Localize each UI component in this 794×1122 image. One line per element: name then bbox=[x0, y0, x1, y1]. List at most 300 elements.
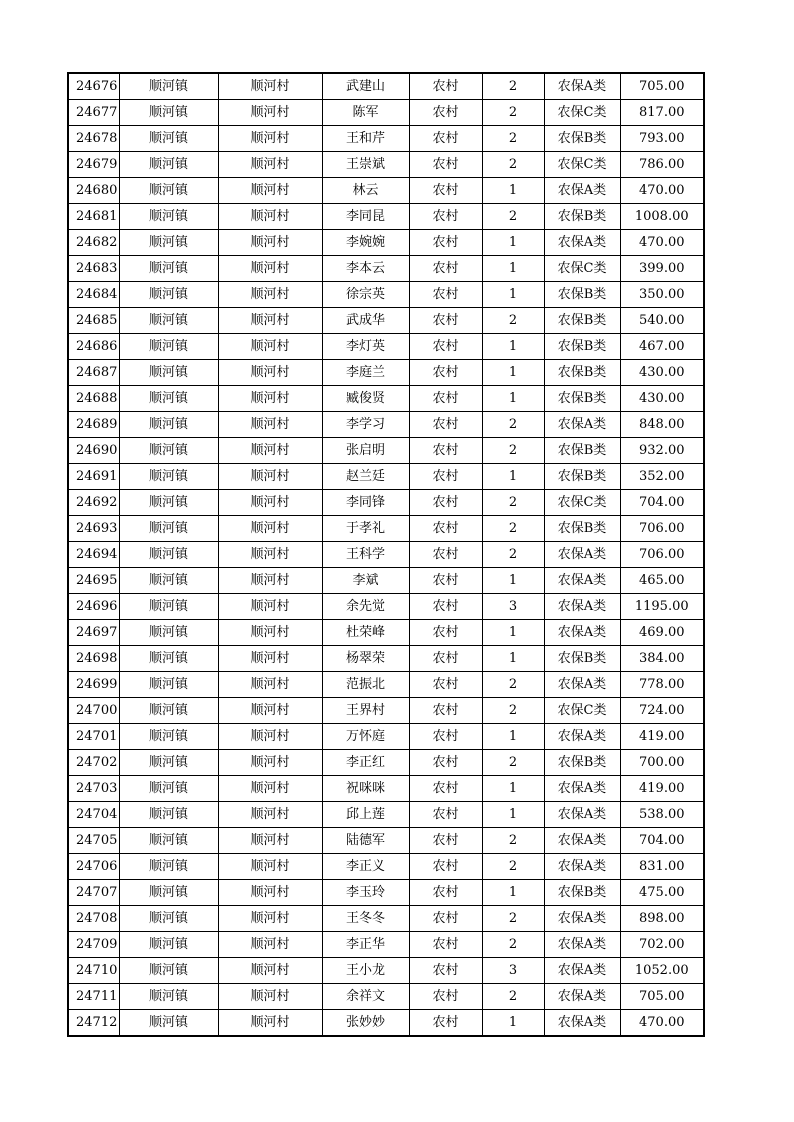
household-size-cell: 1 bbox=[482, 178, 544, 204]
insurance-category-cell: 农保B类 bbox=[544, 438, 620, 464]
subsidy-amount-cell: 793.00 bbox=[620, 126, 704, 152]
town-name-cell: 顺河镇 bbox=[119, 828, 218, 854]
person-name-cell: 李正红 bbox=[322, 750, 409, 776]
household-size-cell: 1 bbox=[482, 724, 544, 750]
person-name-cell: 武建山 bbox=[322, 73, 409, 100]
table-row bbox=[68, 308, 704, 334]
town-name-cell: 顺河镇 bbox=[119, 906, 218, 932]
village-name-cell: 顺河村 bbox=[218, 984, 322, 1010]
record-id-cell: 24704 bbox=[68, 802, 119, 828]
insurance-category-cell: 农保B类 bbox=[544, 386, 620, 412]
person-name-cell: 万怀庭 bbox=[322, 724, 409, 750]
household-type-cell: 农村 bbox=[409, 542, 482, 568]
record-id-cell: 24677 bbox=[68, 100, 119, 126]
household-type-cell: 农村 bbox=[409, 646, 482, 672]
subsidy-amount-cell: 475.00 bbox=[620, 880, 704, 906]
town-name-cell: 顺河镇 bbox=[119, 152, 218, 178]
insurance-category-cell: 农保B类 bbox=[544, 126, 620, 152]
town-name-cell: 顺河镇 bbox=[119, 646, 218, 672]
table-row bbox=[68, 828, 704, 854]
table-row bbox=[68, 802, 704, 828]
table-row bbox=[68, 750, 704, 776]
person-name-cell: 祝咪咪 bbox=[322, 776, 409, 802]
household-type-cell: 农村 bbox=[409, 672, 482, 698]
table-row bbox=[68, 776, 704, 802]
town-name-cell: 顺河镇 bbox=[119, 73, 218, 100]
town-name-cell: 顺河镇 bbox=[119, 230, 218, 256]
record-id-cell: 24708 bbox=[68, 906, 119, 932]
town-name-cell: 顺河镇 bbox=[119, 932, 218, 958]
household-type-cell: 农村 bbox=[409, 750, 482, 776]
insurance-category-cell: 农保A类 bbox=[544, 776, 620, 802]
person-name-cell: 陈军 bbox=[322, 100, 409, 126]
subsidy-amount-cell: 1052.00 bbox=[620, 958, 704, 984]
household-type-cell: 农村 bbox=[409, 932, 482, 958]
subsidy-amount-cell: 705.00 bbox=[620, 984, 704, 1010]
household-size-cell: 2 bbox=[482, 412, 544, 438]
record-id-cell: 24711 bbox=[68, 984, 119, 1010]
record-id-cell: 24679 bbox=[68, 152, 119, 178]
household-size-cell: 1 bbox=[482, 776, 544, 802]
person-name-cell: 王小龙 bbox=[322, 958, 409, 984]
person-name-cell: 赵兰廷 bbox=[322, 464, 409, 490]
table-row bbox=[68, 100, 704, 126]
town-name-cell: 顺河镇 bbox=[119, 854, 218, 880]
household-size-cell: 2 bbox=[482, 490, 544, 516]
village-name-cell: 顺河村 bbox=[218, 490, 322, 516]
household-type-cell: 农村 bbox=[409, 698, 482, 724]
subsidy-amount-cell: 540.00 bbox=[620, 308, 704, 334]
subsidy-amount-cell: 724.00 bbox=[620, 698, 704, 724]
subsidy-amount-cell: 538.00 bbox=[620, 802, 704, 828]
household-type-cell: 农村 bbox=[409, 100, 482, 126]
record-id-cell: 24678 bbox=[68, 126, 119, 152]
town-name-cell: 顺河镇 bbox=[119, 594, 218, 620]
village-name-cell: 顺河村 bbox=[218, 334, 322, 360]
household-size-cell: 1 bbox=[482, 256, 544, 282]
person-name-cell: 张启明 bbox=[322, 438, 409, 464]
town-name-cell: 顺河镇 bbox=[119, 282, 218, 308]
record-id-cell: 24690 bbox=[68, 438, 119, 464]
table-row bbox=[68, 672, 704, 698]
table-row bbox=[68, 984, 704, 1010]
village-name-cell: 顺河村 bbox=[218, 1010, 322, 1037]
insurance-category-cell: 农保B类 bbox=[544, 750, 620, 776]
person-name-cell: 李婉婉 bbox=[322, 230, 409, 256]
person-name-cell: 陆德军 bbox=[322, 828, 409, 854]
record-id-cell: 24688 bbox=[68, 386, 119, 412]
table-row bbox=[68, 204, 704, 230]
table-row bbox=[68, 932, 704, 958]
table-row bbox=[68, 516, 704, 542]
record-id-cell: 24683 bbox=[68, 256, 119, 282]
household-size-cell: 3 bbox=[482, 594, 544, 620]
table-row bbox=[68, 282, 704, 308]
household-size-cell: 2 bbox=[482, 542, 544, 568]
record-id-cell: 24706 bbox=[68, 854, 119, 880]
insurance-category-cell: 农保C类 bbox=[544, 698, 620, 724]
household-size-cell: 2 bbox=[482, 308, 544, 334]
household-size-cell: 1 bbox=[482, 386, 544, 412]
record-id-cell: 24700 bbox=[68, 698, 119, 724]
insurance-category-cell: 农保C类 bbox=[544, 256, 620, 282]
household-size-cell: 2 bbox=[482, 672, 544, 698]
table-row bbox=[68, 230, 704, 256]
subsidy-amount-cell: 470.00 bbox=[620, 178, 704, 204]
household-size-cell: 1 bbox=[482, 620, 544, 646]
subsidy-amount-cell: 419.00 bbox=[620, 776, 704, 802]
insurance-category-cell: 农保A类 bbox=[544, 230, 620, 256]
subsidy-amount-cell: 1195.00 bbox=[620, 594, 704, 620]
household-size-cell: 1 bbox=[482, 464, 544, 490]
village-name-cell: 顺河村 bbox=[218, 802, 322, 828]
table-row bbox=[68, 646, 704, 672]
insurance-category-cell: 农保A类 bbox=[544, 594, 620, 620]
record-id-cell: 24707 bbox=[68, 880, 119, 906]
household-type-cell: 农村 bbox=[409, 776, 482, 802]
table-row bbox=[68, 464, 704, 490]
household-size-cell: 2 bbox=[482, 516, 544, 542]
insurance-category-cell: 农保A类 bbox=[544, 412, 620, 438]
household-size-cell: 1 bbox=[482, 334, 544, 360]
subsidy-amount-cell: 705.00 bbox=[620, 73, 704, 100]
person-name-cell: 武成华 bbox=[322, 308, 409, 334]
table-row bbox=[68, 360, 704, 386]
household-type-cell: 农村 bbox=[409, 958, 482, 984]
record-id-cell: 24691 bbox=[68, 464, 119, 490]
record-id-cell: 24681 bbox=[68, 204, 119, 230]
record-id-cell: 24695 bbox=[68, 568, 119, 594]
subsidy-amount-cell: 778.00 bbox=[620, 672, 704, 698]
household-type-cell: 农村 bbox=[409, 854, 482, 880]
household-type-cell: 农村 bbox=[409, 334, 482, 360]
subsidy-amount-cell: 702.00 bbox=[620, 932, 704, 958]
town-name-cell: 顺河镇 bbox=[119, 776, 218, 802]
person-name-cell: 徐宗英 bbox=[322, 282, 409, 308]
village-name-cell: 顺河村 bbox=[218, 464, 322, 490]
household-type-cell: 农村 bbox=[409, 308, 482, 334]
subsidy-amount-cell: 848.00 bbox=[620, 412, 704, 438]
household-size-cell: 2 bbox=[482, 698, 544, 724]
person-name-cell: 于孝礼 bbox=[322, 516, 409, 542]
person-name-cell: 李正义 bbox=[322, 854, 409, 880]
village-name-cell: 顺河村 bbox=[218, 386, 322, 412]
village-name-cell: 顺河村 bbox=[218, 828, 322, 854]
subsidy-amount-cell: 430.00 bbox=[620, 386, 704, 412]
town-name-cell: 顺河镇 bbox=[119, 464, 218, 490]
insurance-category-cell: 农保A类 bbox=[544, 932, 620, 958]
village-name-cell: 顺河村 bbox=[218, 724, 322, 750]
household-size-cell: 2 bbox=[482, 750, 544, 776]
record-id-cell: 24696 bbox=[68, 594, 119, 620]
insurance-category-cell: 农保B类 bbox=[544, 646, 620, 672]
table-row bbox=[68, 1010, 704, 1037]
subsidy-amount-cell: 470.00 bbox=[620, 230, 704, 256]
table-row bbox=[68, 126, 704, 152]
subsidy-amount-cell: 399.00 bbox=[620, 256, 704, 282]
household-type-cell: 农村 bbox=[409, 464, 482, 490]
village-name-cell: 顺河村 bbox=[218, 932, 322, 958]
person-name-cell: 杜荣峰 bbox=[322, 620, 409, 646]
town-name-cell: 顺河镇 bbox=[119, 958, 218, 984]
insurance-category-cell: 农保B类 bbox=[544, 464, 620, 490]
table-row bbox=[68, 152, 704, 178]
household-type-cell: 农村 bbox=[409, 724, 482, 750]
household-size-cell: 1 bbox=[482, 1010, 544, 1037]
town-name-cell: 顺河镇 bbox=[119, 802, 218, 828]
insurance-category-cell: 农保A类 bbox=[544, 802, 620, 828]
person-name-cell: 李同昆 bbox=[322, 204, 409, 230]
person-name-cell: 林云 bbox=[322, 178, 409, 204]
insurance-category-cell: 农保A类 bbox=[544, 620, 620, 646]
record-id-cell: 24710 bbox=[68, 958, 119, 984]
household-size-cell: 2 bbox=[482, 906, 544, 932]
household-type-cell: 农村 bbox=[409, 126, 482, 152]
table-row bbox=[68, 594, 704, 620]
record-id-cell: 24676 bbox=[68, 73, 119, 100]
town-name-cell: 顺河镇 bbox=[119, 724, 218, 750]
village-name-cell: 顺河村 bbox=[218, 620, 322, 646]
insurance-category-cell: 农保A类 bbox=[544, 828, 620, 854]
household-size-cell: 1 bbox=[482, 802, 544, 828]
table-row bbox=[68, 724, 704, 750]
person-name-cell: 王和芹 bbox=[322, 126, 409, 152]
record-id-cell: 24693 bbox=[68, 516, 119, 542]
insurance-category-cell: 农保A类 bbox=[544, 672, 620, 698]
household-type-cell: 农村 bbox=[409, 906, 482, 932]
record-id-cell: 24689 bbox=[68, 412, 119, 438]
town-name-cell: 顺河镇 bbox=[119, 880, 218, 906]
household-type-cell: 农村 bbox=[409, 230, 482, 256]
table-row bbox=[68, 698, 704, 724]
table-row bbox=[68, 334, 704, 360]
village-name-cell: 顺河村 bbox=[218, 854, 322, 880]
insurance-category-cell: 农保B类 bbox=[544, 282, 620, 308]
record-id-cell: 24703 bbox=[68, 776, 119, 802]
village-name-cell: 顺河村 bbox=[218, 438, 322, 464]
person-name-cell: 余祥文 bbox=[322, 984, 409, 1010]
village-name-cell: 顺河村 bbox=[218, 152, 322, 178]
subsidy-amount-cell: 817.00 bbox=[620, 100, 704, 126]
records-table bbox=[67, 72, 705, 1037]
household-type-cell: 农村 bbox=[409, 984, 482, 1010]
subsidy-amount-cell: 1008.00 bbox=[620, 204, 704, 230]
table-row bbox=[68, 256, 704, 282]
person-name-cell: 王冬冬 bbox=[322, 906, 409, 932]
town-name-cell: 顺河镇 bbox=[119, 178, 218, 204]
town-name-cell: 顺河镇 bbox=[119, 438, 218, 464]
village-name-cell: 顺河村 bbox=[218, 412, 322, 438]
household-type-cell: 农村 bbox=[409, 594, 482, 620]
person-name-cell: 邱上莲 bbox=[322, 802, 409, 828]
subsidy-amount-cell: 704.00 bbox=[620, 490, 704, 516]
town-name-cell: 顺河镇 bbox=[119, 984, 218, 1010]
table-row bbox=[68, 386, 704, 412]
household-type-cell: 农村 bbox=[409, 1010, 482, 1037]
village-name-cell: 顺河村 bbox=[218, 880, 322, 906]
household-type-cell: 农村 bbox=[409, 516, 482, 542]
household-type-cell: 农村 bbox=[409, 568, 482, 594]
town-name-cell: 顺河镇 bbox=[119, 542, 218, 568]
village-name-cell: 顺河村 bbox=[218, 178, 322, 204]
record-id-cell: 24698 bbox=[68, 646, 119, 672]
insurance-category-cell: 农保C类 bbox=[544, 152, 620, 178]
insurance-category-cell: 农保A类 bbox=[544, 724, 620, 750]
village-name-cell: 顺河村 bbox=[218, 204, 322, 230]
household-type-cell: 农村 bbox=[409, 880, 482, 906]
household-type-cell: 农村 bbox=[409, 360, 482, 386]
town-name-cell: 顺河镇 bbox=[119, 360, 218, 386]
person-name-cell: 王崇斌 bbox=[322, 152, 409, 178]
town-name-cell: 顺河镇 bbox=[119, 698, 218, 724]
village-name-cell: 顺河村 bbox=[218, 100, 322, 126]
insurance-category-cell: 农保A类 bbox=[544, 854, 620, 880]
household-size-cell: 1 bbox=[482, 880, 544, 906]
person-name-cell: 李正华 bbox=[322, 932, 409, 958]
town-name-cell: 顺河镇 bbox=[119, 334, 218, 360]
insurance-category-cell: 农保A类 bbox=[544, 73, 620, 100]
household-size-cell: 2 bbox=[482, 100, 544, 126]
household-size-cell: 2 bbox=[482, 126, 544, 152]
household-size-cell: 2 bbox=[482, 854, 544, 880]
subsidy-amount-cell: 700.00 bbox=[620, 750, 704, 776]
insurance-category-cell: 农保B类 bbox=[544, 880, 620, 906]
town-name-cell: 顺河镇 bbox=[119, 308, 218, 334]
record-id-cell: 24702 bbox=[68, 750, 119, 776]
household-type-cell: 农村 bbox=[409, 178, 482, 204]
household-size-cell: 1 bbox=[482, 568, 544, 594]
subsidy-amount-cell: 467.00 bbox=[620, 334, 704, 360]
person-name-cell: 李本云 bbox=[322, 256, 409, 282]
household-size-cell: 2 bbox=[482, 828, 544, 854]
person-name-cell: 张妙妙 bbox=[322, 1010, 409, 1037]
subsidy-amount-cell: 898.00 bbox=[620, 906, 704, 932]
insurance-category-cell: 农保A类 bbox=[544, 984, 620, 1010]
table-row bbox=[68, 958, 704, 984]
village-name-cell: 顺河村 bbox=[218, 672, 322, 698]
table-row bbox=[68, 568, 704, 594]
village-name-cell: 顺河村 bbox=[218, 698, 322, 724]
village-name-cell: 顺河村 bbox=[218, 542, 322, 568]
person-name-cell: 臧俊贤 bbox=[322, 386, 409, 412]
household-size-cell: 2 bbox=[482, 438, 544, 464]
table-row bbox=[68, 854, 704, 880]
town-name-cell: 顺河镇 bbox=[119, 516, 218, 542]
table-row bbox=[68, 906, 704, 932]
household-type-cell: 农村 bbox=[409, 438, 482, 464]
record-id-cell: 24712 bbox=[68, 1010, 119, 1037]
record-id-cell: 24709 bbox=[68, 932, 119, 958]
record-id-cell: 24697 bbox=[68, 620, 119, 646]
town-name-cell: 顺河镇 bbox=[119, 672, 218, 698]
insurance-category-cell: 农保B类 bbox=[544, 516, 620, 542]
table-row bbox=[68, 542, 704, 568]
subsidy-amount-cell: 352.00 bbox=[620, 464, 704, 490]
household-size-cell: 3 bbox=[482, 958, 544, 984]
record-id-cell: 24705 bbox=[68, 828, 119, 854]
person-name-cell: 杨翠荣 bbox=[322, 646, 409, 672]
household-type-cell: 农村 bbox=[409, 73, 482, 100]
village-name-cell: 顺河村 bbox=[218, 776, 322, 802]
record-id-cell: 24694 bbox=[68, 542, 119, 568]
town-name-cell: 顺河镇 bbox=[119, 568, 218, 594]
subsidy-amount-cell: 470.00 bbox=[620, 1010, 704, 1037]
town-name-cell: 顺河镇 bbox=[119, 204, 218, 230]
household-type-cell: 农村 bbox=[409, 802, 482, 828]
record-id-cell: 24699 bbox=[68, 672, 119, 698]
village-name-cell: 顺河村 bbox=[218, 360, 322, 386]
record-id-cell: 24685 bbox=[68, 308, 119, 334]
insurance-category-cell: 农保B类 bbox=[544, 360, 620, 386]
record-id-cell: 24682 bbox=[68, 230, 119, 256]
town-name-cell: 顺河镇 bbox=[119, 1010, 218, 1037]
village-name-cell: 顺河村 bbox=[218, 73, 322, 100]
insurance-category-cell: 农保C类 bbox=[544, 100, 620, 126]
person-name-cell: 李学习 bbox=[322, 412, 409, 438]
village-name-cell: 顺河村 bbox=[218, 308, 322, 334]
subsidy-amount-cell: 384.00 bbox=[620, 646, 704, 672]
insurance-category-cell: 农保B类 bbox=[544, 334, 620, 360]
town-name-cell: 顺河镇 bbox=[119, 256, 218, 282]
person-name-cell: 李玉玲 bbox=[322, 880, 409, 906]
record-id-cell: 24684 bbox=[68, 282, 119, 308]
town-name-cell: 顺河镇 bbox=[119, 490, 218, 516]
subsidy-amount-cell: 350.00 bbox=[620, 282, 704, 308]
record-id-cell: 24687 bbox=[68, 360, 119, 386]
table-row bbox=[68, 620, 704, 646]
town-name-cell: 顺河镇 bbox=[119, 100, 218, 126]
subsidy-amount-cell: 706.00 bbox=[620, 542, 704, 568]
insurance-category-cell: 农保A类 bbox=[544, 958, 620, 984]
village-name-cell: 顺河村 bbox=[218, 594, 322, 620]
village-name-cell: 顺河村 bbox=[218, 646, 322, 672]
subsidy-amount-cell: 469.00 bbox=[620, 620, 704, 646]
subsidy-amount-cell: 419.00 bbox=[620, 724, 704, 750]
insurance-category-cell: 农保B类 bbox=[544, 308, 620, 334]
village-name-cell: 顺河村 bbox=[218, 568, 322, 594]
subsidy-amount-cell: 465.00 bbox=[620, 568, 704, 594]
table-row bbox=[68, 73, 704, 100]
village-name-cell: 顺河村 bbox=[218, 126, 322, 152]
town-name-cell: 顺河镇 bbox=[119, 750, 218, 776]
subsidy-amount-cell: 932.00 bbox=[620, 438, 704, 464]
person-name-cell: 余先觉 bbox=[322, 594, 409, 620]
subsidy-amount-cell: 430.00 bbox=[620, 360, 704, 386]
record-id-cell: 24701 bbox=[68, 724, 119, 750]
household-type-cell: 农村 bbox=[409, 152, 482, 178]
household-size-cell: 2 bbox=[482, 152, 544, 178]
household-size-cell: 1 bbox=[482, 360, 544, 386]
household-size-cell: 2 bbox=[482, 204, 544, 230]
household-type-cell: 农村 bbox=[409, 620, 482, 646]
records-body bbox=[68, 73, 704, 1036]
insurance-category-cell: 农保A类 bbox=[544, 568, 620, 594]
household-type-cell: 农村 bbox=[409, 828, 482, 854]
town-name-cell: 顺河镇 bbox=[119, 620, 218, 646]
table-row bbox=[68, 880, 704, 906]
record-id-cell: 24680 bbox=[68, 178, 119, 204]
village-name-cell: 顺河村 bbox=[218, 516, 322, 542]
person-name-cell: 范振北 bbox=[322, 672, 409, 698]
household-type-cell: 农村 bbox=[409, 256, 482, 282]
village-name-cell: 顺河村 bbox=[218, 958, 322, 984]
town-name-cell: 顺河镇 bbox=[119, 126, 218, 152]
subsidy-amount-cell: 786.00 bbox=[620, 152, 704, 178]
subsidy-amount-cell: 831.00 bbox=[620, 854, 704, 880]
person-name-cell: 王界村 bbox=[322, 698, 409, 724]
table-row bbox=[68, 412, 704, 438]
village-name-cell: 顺河村 bbox=[218, 282, 322, 308]
